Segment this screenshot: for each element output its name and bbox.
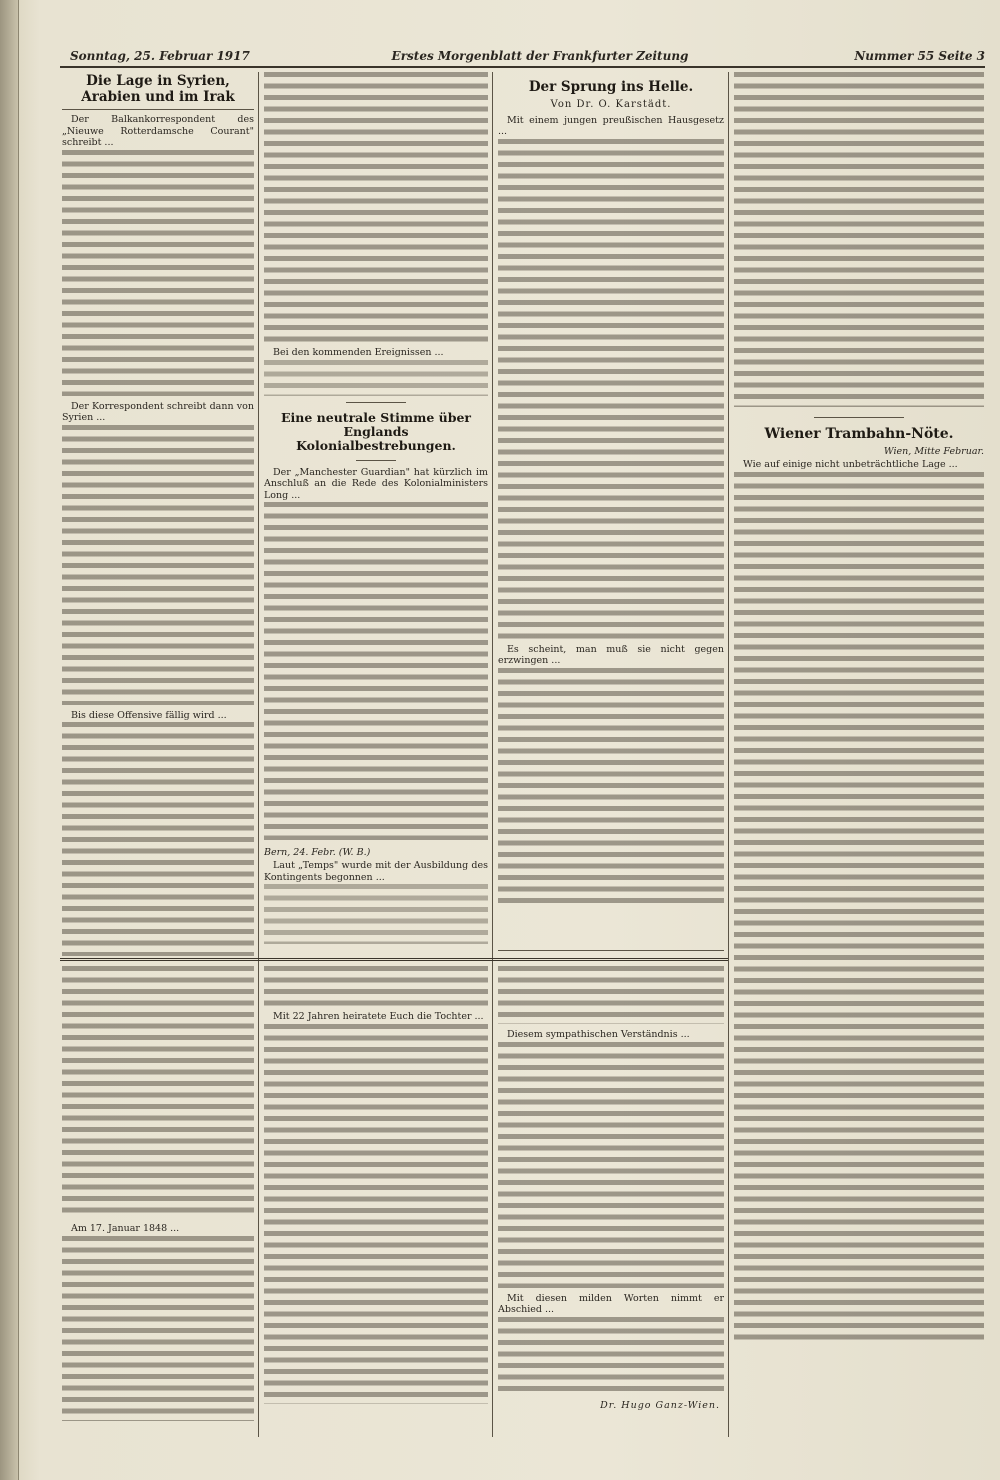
text-block bbox=[62, 966, 254, 1218]
book-gutter bbox=[0, 0, 19, 1480]
article-sprung bbox=[498, 72, 724, 950]
edition-title: Erstes Morgenblatt der Frankfurter Zeitung bbox=[391, 49, 689, 63]
telegram-dateline: Bern, 24. Febr. (W. B.) bbox=[264, 847, 371, 859]
article-separator bbox=[814, 417, 904, 418]
paragraph-opening: Mit 22 Jahren heiratete Euch die Tochter ... bbox=[273, 1011, 484, 1022]
text-block bbox=[498, 966, 724, 1024]
dateline-tram: Wien, Mitte Februar. bbox=[883, 446, 984, 458]
headline-sprung: Der Sprung ins Helle. bbox=[528, 79, 694, 95]
author-signature: Dr. Hugo Ganz-Wien. bbox=[600, 1399, 720, 1411]
text-block bbox=[62, 722, 254, 956]
article-syria bbox=[62, 72, 254, 956]
syria-continued-text bbox=[264, 72, 488, 342]
issue-date: Sonntag, 25. Februar 1917 bbox=[70, 49, 250, 63]
text-block bbox=[264, 502, 488, 840]
feuilleton-col-2 bbox=[264, 966, 488, 1436]
header-rule bbox=[60, 66, 985, 68]
paragraph-opening: Bei den kommenden Ereignissen ... bbox=[273, 347, 444, 358]
text-block bbox=[498, 668, 724, 908]
sprung-end-rule bbox=[498, 950, 724, 951]
text-block bbox=[264, 1024, 488, 1404]
text-block bbox=[62, 1236, 254, 1421]
column-rule-2 bbox=[492, 72, 493, 1437]
text-block bbox=[734, 472, 984, 1342]
column-rule-1 bbox=[258, 72, 259, 1437]
lead-paragraph: Wie auf einige nicht unbeträchtliche Lage ... bbox=[743, 459, 958, 471]
paragraph-opening: Der Korrespondent schreibt dann von Syrien ... bbox=[62, 400, 254, 424]
article-separator bbox=[346, 402, 406, 403]
column-rule-3 bbox=[728, 72, 729, 1437]
lead-paragraph: Der „Manchester Guardian" hat kürzlich im Anschluß an die Rede des Kolonialministers Long ... bbox=[264, 466, 488, 501]
sprung-continued-text bbox=[734, 72, 984, 407]
headline-guardian: Eine neutrale Stimme über Englands Kolonialbestrebungen. bbox=[281, 409, 471, 454]
paragraph-opening: Am 17. Januar 1848 ... bbox=[71, 1223, 180, 1234]
paragraph-opening: Diesem sympathischen Verständnis ... bbox=[507, 1029, 690, 1040]
paragraph-opening: Bis diese Offensive fällig wird ... bbox=[71, 709, 227, 721]
lead-paragraph: Mit einem jungen preußischen Hausgesetz ... bbox=[498, 114, 724, 138]
headline-tram: Wiener Trambahn-Nöte. bbox=[764, 426, 954, 442]
text-block bbox=[62, 425, 254, 705]
paragraph-opening: Es scheint, man muß sie nicht gegen erzwingen ... bbox=[498, 643, 724, 667]
text-block bbox=[498, 1042, 724, 1288]
headline-syria: Die Lage in Syrien, Arabien und im Irak bbox=[81, 73, 235, 105]
feuilleton-col-1 bbox=[62, 966, 254, 1436]
byline-sprung: Von Dr. O. Karstädt. bbox=[550, 98, 672, 110]
text-block bbox=[264, 360, 488, 396]
text-block bbox=[264, 884, 488, 944]
paragraph-opening: Laut „Temps" wurde mit der Ausbildung des Kontingents begonnen ... bbox=[264, 860, 488, 883]
headline-rule bbox=[356, 460, 396, 461]
text-block bbox=[498, 1317, 724, 1397]
text-block bbox=[62, 150, 254, 396]
headline-rule bbox=[62, 109, 254, 110]
paragraph-opening: Mit diesen milden Worten nimmt er Abschied ... bbox=[498, 1292, 724, 1315]
page-number: Nummer 55 Seite 3 bbox=[854, 49, 985, 63]
lead-paragraph: Der Balkankorrespondent des „Nieuwe Rotterdamsche Courant" schreibt ... bbox=[62, 114, 254, 149]
column-4 bbox=[734, 72, 984, 1437]
text-block bbox=[264, 966, 488, 1006]
feuilleton-rule bbox=[60, 958, 728, 961]
text-block bbox=[498, 139, 724, 639]
left-margin bbox=[18, 0, 58, 1480]
column-2-top bbox=[264, 72, 488, 956]
feuilleton-col-3 bbox=[498, 966, 724, 1436]
